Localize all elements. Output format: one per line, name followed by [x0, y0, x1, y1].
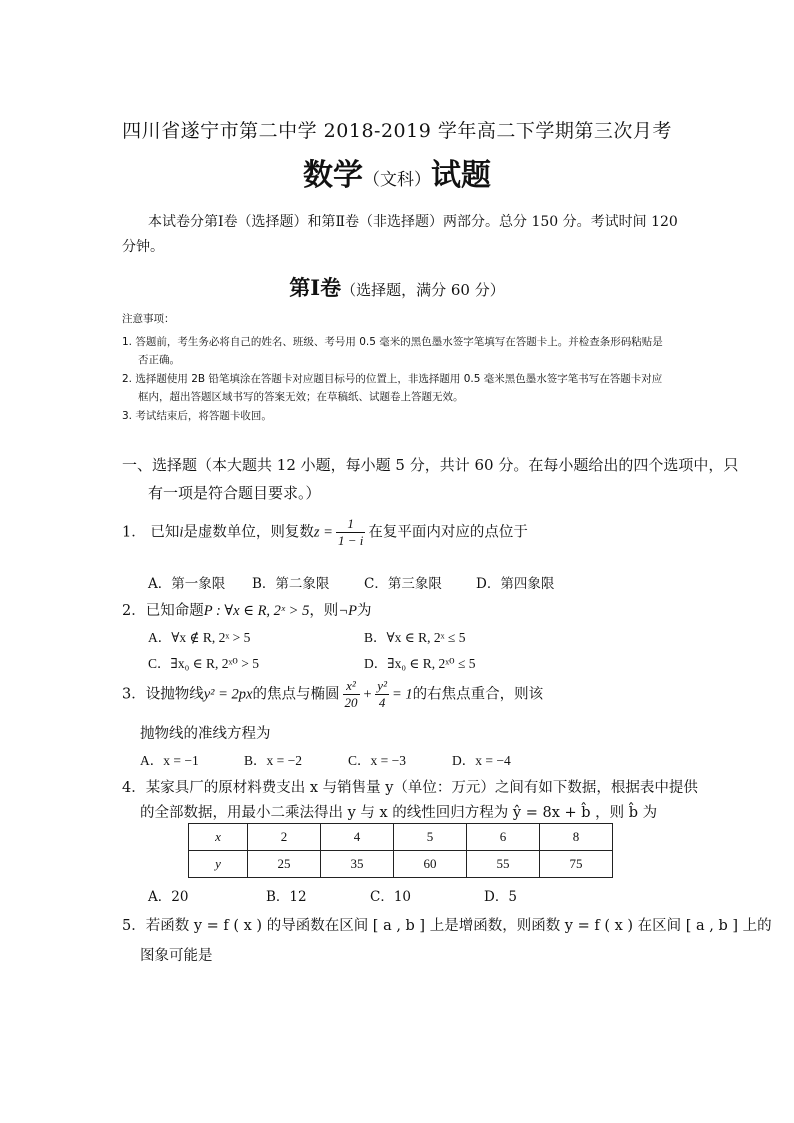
q3-post: 的右焦点重合，则该	[412, 686, 544, 703]
q3-option-a: A．x = −1	[140, 753, 199, 768]
note-line-1: 1. 答题前，考生务必将自己的姓名、班级、考号用 0.5 毫米的黑色墨水签字笔填写在答题卡上。并检查条形码粘贴是	[122, 336, 663, 348]
question-2	[122, 599, 371, 620]
q4-option-b: B．12	[266, 889, 307, 905]
subtitle-main: 数学	[303, 158, 363, 193]
q3-line2: 抛物线的准线方程为	[140, 726, 271, 742]
q3-eq1: = 1	[391, 686, 413, 703]
q2-post: ，则	[309, 603, 339, 619]
q3-den1: 20	[344, 695, 358, 710]
q5-line1: 5．若函数 y = f ( x ) 的导函数在区间 [ a , b ] 上是增函数，则函数 y = f ( x ) 在区间 [ a , b ] 上的	[122, 918, 772, 934]
table-cell: 5	[394, 824, 467, 851]
table-cell: 8	[540, 824, 613, 851]
q3-fraction-1	[343, 678, 360, 711]
q3-option-d: D．x = −4	[452, 753, 511, 768]
q1-i: i	[179, 524, 184, 541]
notes-heading: 注意事项：	[122, 313, 175, 325]
note-line-5: 3. 考试结束后，将答题卡收回。	[122, 410, 272, 422]
q2-option-b: B．∀x ∈ R, 2ˣ ≤ 5	[364, 630, 466, 645]
question-1	[122, 516, 528, 549]
q2-pre: 2．已知命题	[122, 603, 204, 619]
q2-neg: ¬P	[338, 603, 357, 619]
q1-fraction	[336, 516, 365, 549]
part1-heading	[0, 272, 794, 302]
exam-subtitle	[0, 150, 794, 194]
q1-den: 1 − i	[337, 533, 364, 548]
question-3	[122, 678, 543, 711]
table-cell: 55	[467, 851, 540, 878]
q5-line2: 图象可能是	[140, 948, 213, 964]
intro-text: 本试卷分第Ⅰ卷（选择题）和第Ⅱ卷（非选择题）两部分。总分 150 分。考试时间 120 分钟。	[122, 214, 678, 255]
section1-line1: 一、选择题（本大题共 12 小题，每小题 5 分，共计 60 分。在每小题给出的四个选项中，只	[122, 456, 739, 474]
q1-option-c: C．第三象限	[364, 576, 442, 592]
q3-pre: 3．设抛物线	[122, 686, 204, 703]
table-row-y	[189, 851, 613, 878]
note-line-4: 框内，超出答题区域书写的答案无效；在草稿纸、试题卷上答题无效。	[138, 391, 464, 403]
q1-option-d: D．第四象限	[476, 576, 555, 592]
q2-post2: 为	[356, 603, 372, 619]
note-line-3: 2. 选择题使用 2B 铅笔填涂在答题卡对应题目标号的位置上，非选择题用 0.5 毫米黑色墨水签字笔书写在答题卡对应	[122, 373, 663, 385]
table-cell: x	[189, 824, 248, 851]
subtitle-tail: 试题	[431, 158, 491, 193]
q1-mid: 是虚数单位，则复数	[183, 524, 314, 541]
q2-option-d: D．∃x₀ ∈ R, 2ˣ⁰ ≤ 5	[364, 656, 476, 671]
q3-plus: +	[362, 686, 373, 703]
q4-line1: 4．某家具厂的原材料费支出 x 与销售量 y（单位：万元）之间有如下数据，根据表中提供	[122, 780, 698, 796]
table-cell: 25	[248, 851, 321, 878]
table-cell: y	[189, 851, 248, 878]
q4-data-table	[188, 823, 613, 878]
table-cell: 75	[540, 851, 613, 878]
q3-fraction-2	[375, 678, 389, 711]
q2-option-c: C．∃x₀ ∈ R, 2ˣ⁰ > 5	[148, 656, 259, 671]
table-cell: 6	[467, 824, 540, 851]
exam-title: 四川省遂宁市第二中学 2018-2019 学年高二下学期第三次月考	[122, 120, 672, 142]
note-line-2: 否正确。	[138, 354, 180, 366]
table-cell: 2	[248, 824, 321, 851]
q3-den2: 4	[378, 695, 386, 710]
q1-post: 在复平面内对应的点位于	[368, 524, 528, 541]
q3-option-b: B．x = −2	[244, 753, 302, 768]
q2-prop: P : ∀x ∈ R, 2ˣ > 5	[203, 603, 310, 619]
q1-num: 1	[336, 516, 365, 533]
table-row-x	[189, 824, 613, 851]
q2-option-a: A．∀x ∉ R, 2ˣ > 5	[148, 630, 251, 645]
q3-option-c: C．x = −3	[348, 753, 406, 768]
part1-title: 第Ⅰ卷	[289, 275, 342, 300]
q3-num2: y²	[377, 678, 387, 693]
q1-option-b: B．第二象限	[252, 576, 330, 592]
q4-line2: 的全部数据，用最小二乘法得出 y 与 x 的线性回归方程为 ŷ = 8x + b̂ ，则 b̂ 为	[140, 805, 658, 821]
q3-eq: y² = 2px	[203, 686, 253, 703]
q3-num1: x²	[343, 678, 360, 695]
q4-option-d: D．5	[484, 889, 517, 905]
table-cell: 60	[394, 851, 467, 878]
table-cell: 4	[321, 824, 394, 851]
q3-mid: 的焦点与椭圆	[252, 686, 340, 703]
q1-pre: 1． 已知	[122, 524, 180, 541]
q1-option-a: A．第一象限	[148, 576, 226, 592]
q1-z: z =	[313, 524, 333, 541]
part1-note: （选择题，满分 60 分）	[341, 281, 505, 299]
subtitle-paren: （文科）	[363, 170, 431, 190]
section1-line2: 有一项是符合题目要求。）	[148, 484, 321, 502]
q4-option-a: A．20	[148, 889, 189, 905]
table-cell: 35	[321, 851, 394, 878]
q4-option-c: C．10	[370, 889, 412, 905]
